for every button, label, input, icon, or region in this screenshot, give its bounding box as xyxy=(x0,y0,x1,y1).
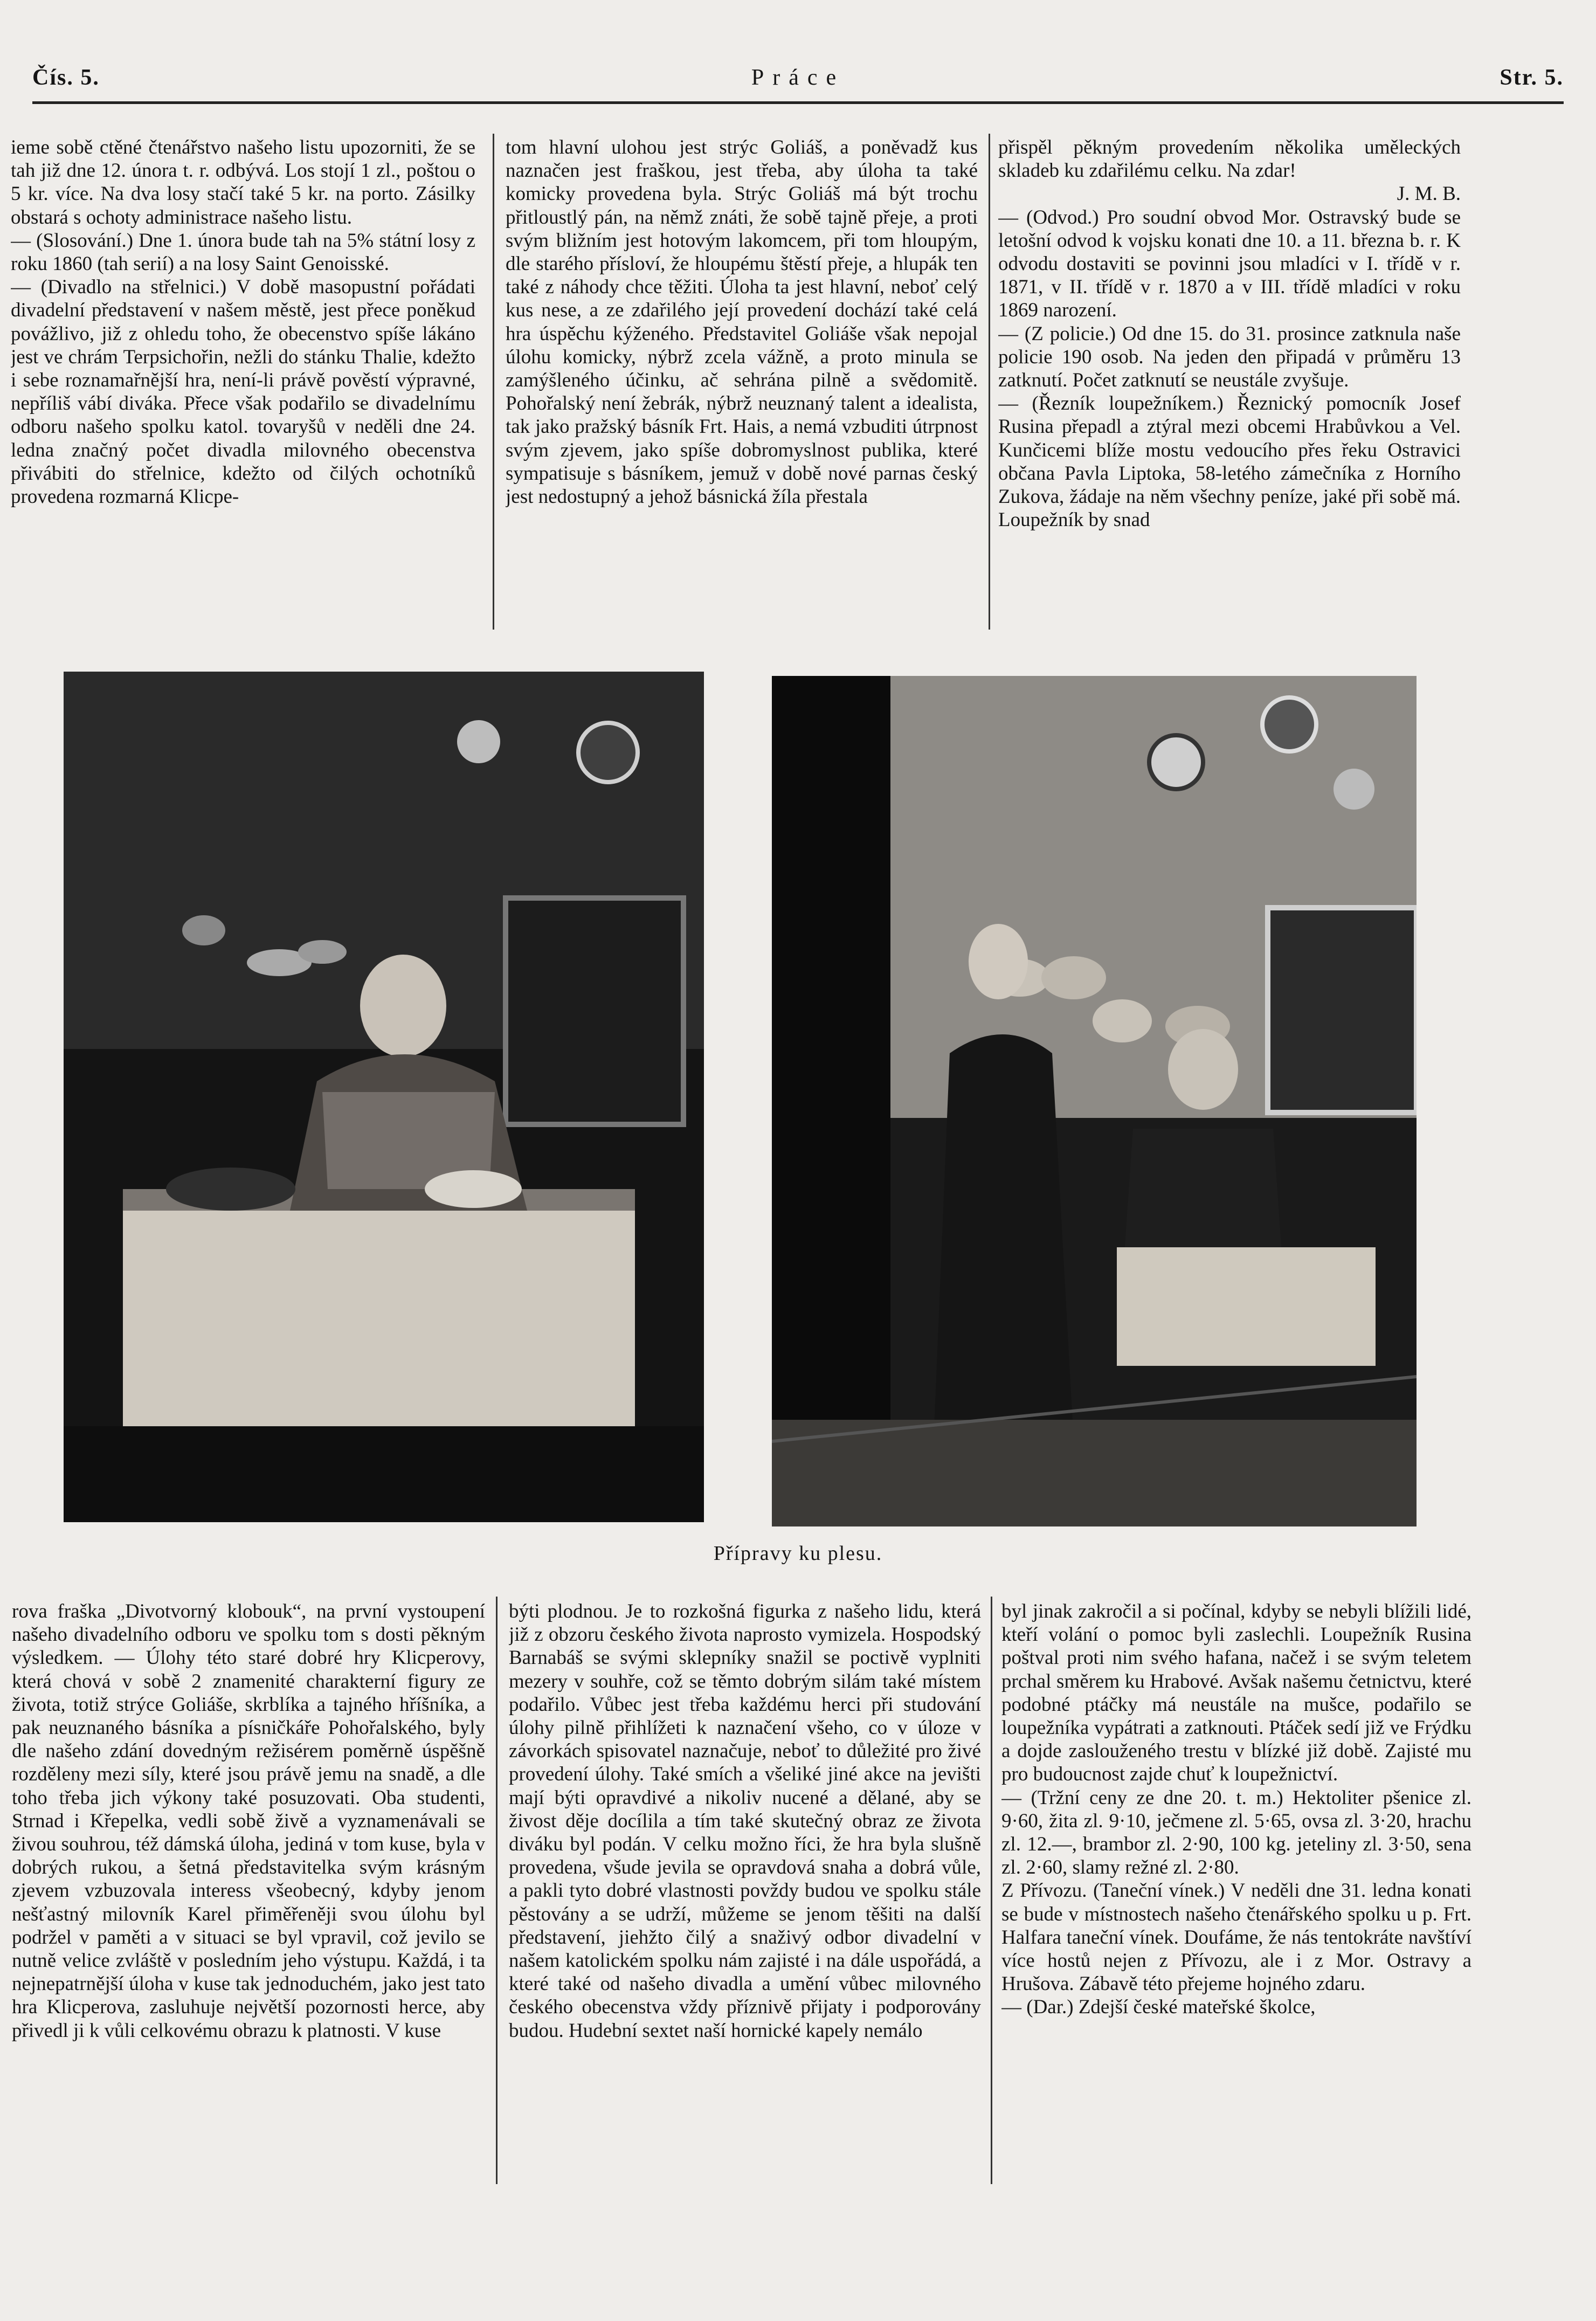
photo-caption: Přípravy ku plesu. xyxy=(713,1542,883,1565)
paragraph: — (Dar.) Zdejší české mateřské školce, xyxy=(1001,1996,1316,2019)
paragraph: — (Odvod.) Pro soudní obvod Mor. Ostravský bude se letošní odvod k vojsku konati dne 10. a 11. března b. r. K odvodu dostaviti se povinni jsou mladíci v I. třídě v r. 1871, v II. třídě v r. 1870 a v III. třídě mladíci v roku 1869 narození. xyxy=(998,206,1461,322)
paragraph: byl jinak zakročil a si počínal, kdyby se nebyli blížili lidé, kteří volání o pomoc byli zaslechli. Loupežník Rusina poštval proti nim svého hafana, načež i se svým teletem prchal směrem ku Hrabové. Avšak našemu četnictvu, které podobné ptáčky má neustále na mušce, podařilo se loupežníka vypátrati a zatknouti. Ptáček sedí již ve Frýdku a dojde zaslouženého trestu v blízké již době. Zajisté mu pro budoucnost zajde chuť k loupežnictví. xyxy=(1001,1600,1471,1786)
issue-number: Čís. 5. xyxy=(32,65,100,90)
paragraph: ieme sobě ctěné čtenářstvo našeho listu upozorniti, že se tah již dne 12. února t. r. odbývá. Los stojí 1 zl., poštou o 5 kr. více. Na dva losy stačí také 5 kr. na porto. Zásilky obstará s ochoty administrace našeho listu. xyxy=(11,136,475,229)
bottom-column-1 xyxy=(12,1600,485,2177)
top-column-2 xyxy=(506,136,978,621)
paragraph: tom hlavní ulohou jest strýc Goliáš, a poněvadž kus naznačen jest fraškou, jest třeba, aby úloha ta také komicky provedena byla. Strýc Goliáš má být trochu přitloustlý pán, na němž znáti, že sobě tajně přeje, a proti svým bližním jest hotovým lakomcem, při tom hloupým, dle starého přísloví, že hloupému štěstí přeje, a hlupák ten také z náhody chce těžiti. Úloha ta jest hlavní, neboť celý kus nese, a ze zdařilého její provedení dochází také celá hra úspěchu kýženého. Představitel Goliáše však nepojal úlohu komicky, nýbrž zcela vážně, a proto minula se zamýšleného účinku, ač sehrána pilně a svědomitě. Pohořalský není žebrák, nýbrž neuznaný talent a idealista, tak jako pražský básník Frt. Hais, a nemá vzbuditi útrpnost svým zjevem, jako spíše dobromyslnost publika, které sympatisuje s básníkem, jemuž v době nové parnas český jest nedostupný a jehož básnická žíla přestala xyxy=(506,136,978,508)
kitchen-photo-right xyxy=(772,676,1417,1526)
paragraph: — (Slosování.) Dne 1. února bude tah na 5% státní losy z roku 1860 (tah serií) a na losy Saint Genoisské. xyxy=(11,229,475,275)
header-rule xyxy=(32,101,1564,104)
paragraph: — (Řezník loupežníkem.) Řeznický pomocník Josef Rusina přepadl a ztýral mezi obcemi Hrabůvkou a Vel. Kunčicemi blíže mostu vedoucího přes řeku Ostravici občana Pavla Liptoka, 58-letého zámečníka z Horního Zukova, žádaje na něm všechny peníze, jaké při sobě má. Loupežník by snad xyxy=(998,392,1461,531)
column-rule xyxy=(493,134,494,630)
paragraph: býti plodnou. Je to rozkošná figurka z našeho lidu, která již z obzoru českého života naprosto vymizela. Hospodský Barnabáš se svými sklepníky snažil se poctivě vyplniti mezery v souhře, což se těmto dobrým silám také místem podařilo. Vůbec jest třeba každému herci při studování úlohy pilně přihlížeti k naznačení všeho, co v úloze v závorkách spisovatel naznačuje, neboť to důležité pro živé provedení úlohy. Také smích a všeliké jiné akce na jevišti mají býti opravdivé a nikoliv nucené a dělané, aby se živost děje docílila a tím také skutečný obraz ze života diváku byl podán. V celku možno říci, že hra byla slušně provedena, všude jevila se opravdová snaha a dobrá vůle, a pakli tyto dobré vlastnosti povždy budou ve spolku stále pěstovány a se udrží, můžeme se jenom těšiti na další představení, jiehžto čilý a snaživý odbor divadelní v našem katolickém spolku nám zajisté i na dále uspořádá, a které také od našeho divadla a umění vůbec milovného českého obecenstva vždy příznivě přijaty i podporovány budou. Hudební sextet naší hornické kapely nemálo xyxy=(509,1600,981,2042)
author-signature: J. M. B. xyxy=(1397,183,1461,205)
masthead-title: Práce xyxy=(751,65,845,90)
paragraph: — (Z policie.) Od dne 15. do 31. prosince zatknula naše policie 190 osob. Na jeden den připadá v průměru 13 zatknutí. Počet zatknutí se neustále zvyšuje. xyxy=(998,322,1461,392)
paragraph: přispěl pěkným provedením několika uměleckých skladeb ku zdařilému celku. Na zdar! xyxy=(998,136,1461,182)
column-rule xyxy=(991,1597,992,2184)
bottom-column-3 xyxy=(1001,1600,1471,2177)
top-column-1 xyxy=(11,136,475,621)
top-column-3 xyxy=(998,136,1461,621)
column-rule xyxy=(496,1597,498,2184)
bottom-column-2 xyxy=(509,1600,981,2177)
paragraph: — (Divadlo na střelnici.) V době masopustní pořádati divadelní představení v našem městě, jest přece poněkud povážlivo, již z ohledu toho, že obecenstvo spíše lákáno jest ve chrám Terpsichořin, nežli do stánku Thalie, kdežto i sebe roznamařnější hra, není-li právě pověstí výpravné, nepříliš vábí diváka. Přece však podařilo se divadelnímu odboru našeho spolku katol. tovaryšů v neděli dne 24. ledna značný počet divadla milovného obecenstva přivábiti do střelnice, kdežto od čilých ochotníků provedena rozmarná Klicpe- xyxy=(11,276,475,508)
paragraph: Z Přívozu. (Taneční vínek.) V neděli dne 31. ledna konati se bude v místnostech našeho čtenářského spolku u p. Frt. Halfara taneční vínek. Doufáme, že nás tentokráte navštíví více hostů nejen z Přívozu, ale i z Mor. Ostravy a Hrušova. Zábavě této přejeme hojného zdaru. xyxy=(1001,1880,1471,1995)
paragraph: rova fraška „Divotvorný klobouk“, na první vystoupení našeho divadelního odboru ve spolku tom s dosti pěkným výsledkem. — Úlohy této staré dobré hry Klicperovy, která chová v sobě 2 znamenité charakterní figury ze života, totiž strýce Goliáše, skrblíka a tajného hříšníka, a pak neuznaného básníka a písničkáře Pohořalského, byly dle našeho zdání dovedným režisérem poměrně úspěšně rozděleny mezi síly, které jsou právě jemu na snadě, a dle toho třeba jich výkony také posuzovati. Oba studenti, Strnad i Křepelka, vedli sobě živě a vyznamenávali se živou souhrou, též dámská úloha, jediná v tom kuse, byla v dobrých rukou, a šetná představitelka svým krásným zjevem vzbuzovala interess všeobecný, kdyby jenom nešťastný milovník Karel přiměřeněji svou úlohu byl podržel v paměti a v situaci se byl vpravil, což jevilo se nutně velice zvláště v posledním jeho výstupu. Každá, i ta nejnepatrnější úloha v kuse tak jednoduchém, jako jest tato hra Klicperova, zasluhuje největší pozornosti herce, aby přivedl ji k vůli celkovému obrazu k platnosti. V kuse xyxy=(12,1600,485,2042)
page-header xyxy=(32,65,1564,108)
column-rule xyxy=(989,134,990,630)
page-number: Str. 5. xyxy=(1500,65,1564,90)
paragraph: — (Tržní ceny ze dne 20. t. m.) Hektoliter pšenice zl. 9·60, žita zl. 9·10, ječmene zl. 5·65, ovsa zl. 3·20, hrachu zl. 12.—, brambor zl. 2·90, 100 kg. jeteliny zl. 3·50, sena zl. 2·60, slamy režné zl. 2·80. xyxy=(1001,1786,1471,1879)
kitchen-photo-left xyxy=(64,672,704,1522)
